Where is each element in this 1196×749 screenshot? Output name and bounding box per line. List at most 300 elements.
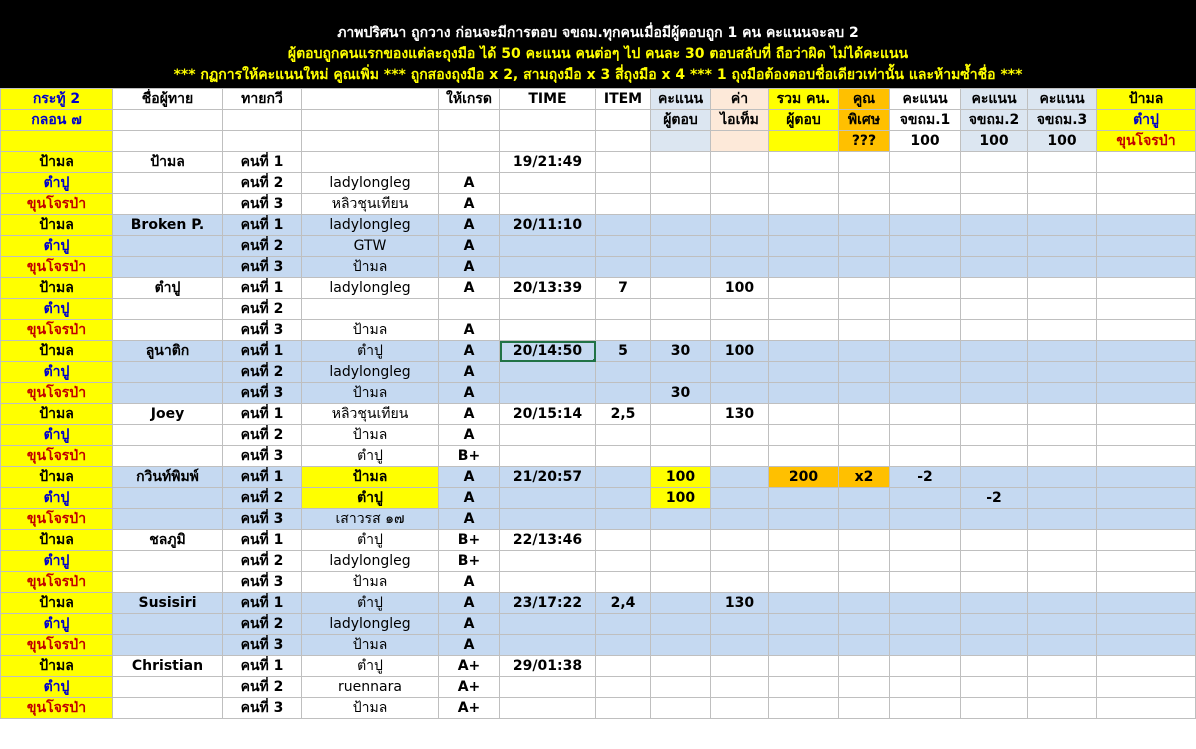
owner1-score-cell[interactable] [890, 257, 961, 278]
multiplier-cell[interactable] [839, 488, 890, 509]
score-cell[interactable] [651, 404, 711, 425]
participant-cell[interactable]: ขุนโจรป่า [1, 572, 113, 593]
participant-cell[interactable]: ป้ามล [1, 152, 113, 173]
participant-cell[interactable]: ขุนโจรป่า [1, 383, 113, 404]
owner1-score-cell[interactable] [890, 341, 961, 362]
total-cell[interactable] [769, 677, 839, 698]
empty-cell[interactable] [1097, 509, 1196, 530]
owner2-score-cell[interactable] [961, 320, 1028, 341]
score-cell[interactable] [651, 656, 711, 677]
owner2-score-cell[interactable] [961, 215, 1028, 236]
guesser-name-cell[interactable] [113, 299, 223, 320]
empty-cell[interactable] [1097, 593, 1196, 614]
time-cell[interactable] [500, 362, 596, 383]
header-cell[interactable]: จขถม.1 [890, 110, 961, 131]
owner1-score-cell[interactable] [890, 278, 961, 299]
time-cell[interactable]: 20/15:14 [500, 404, 596, 425]
owner2-score-cell[interactable] [961, 572, 1028, 593]
score-cell[interactable]: 30 [651, 341, 711, 362]
poem-number-cell[interactable]: คนที่ 3 [223, 572, 302, 593]
total-cell[interactable] [769, 509, 839, 530]
owner3-score-cell[interactable] [1028, 194, 1097, 215]
score-cell[interactable] [651, 446, 711, 467]
item-cell[interactable] [596, 572, 651, 593]
poem-number-cell[interactable]: คนที่ 3 [223, 320, 302, 341]
item-value-cell[interactable] [711, 467, 769, 488]
time-cell[interactable] [500, 446, 596, 467]
owner2-score-cell[interactable] [961, 467, 1028, 488]
poem-number-cell[interactable]: คนที่ 1 [223, 215, 302, 236]
owner3-score-cell[interactable] [1028, 614, 1097, 635]
grade-cell[interactable]: A [439, 173, 500, 194]
total-cell[interactable] [769, 404, 839, 425]
header-cell[interactable]: ชื่อผู้ทาย [113, 89, 223, 110]
owner2-score-cell[interactable] [961, 656, 1028, 677]
empty-cell[interactable] [1097, 341, 1196, 362]
guesser-name-cell[interactable] [113, 614, 223, 635]
grade-cell[interactable]: A+ [439, 656, 500, 677]
poem-number-cell[interactable]: คนที่ 1 [223, 404, 302, 425]
header-cell[interactable] [596, 131, 651, 152]
time-cell[interactable] [500, 173, 596, 194]
guess-cell[interactable]: ป้ามล [302, 467, 439, 488]
item-cell[interactable] [596, 215, 651, 236]
owner1-score-cell[interactable] [890, 404, 961, 425]
empty-cell[interactable] [1097, 173, 1196, 194]
owner3-score-cell[interactable] [1028, 530, 1097, 551]
grade-cell[interactable]: B+ [439, 551, 500, 572]
header-cell[interactable] [113, 110, 223, 131]
multiplier-cell[interactable]: x2 [839, 467, 890, 488]
time-cell[interactable]: 20/11:10 [500, 215, 596, 236]
multiplier-cell[interactable] [839, 152, 890, 173]
item-value-cell[interactable] [711, 698, 769, 719]
guesser-name-cell[interactable]: ชลภูมิ [113, 530, 223, 551]
item-value-cell[interactable] [711, 656, 769, 677]
owner2-score-cell[interactable] [961, 383, 1028, 404]
item-value-cell[interactable] [711, 425, 769, 446]
item-value-cell[interactable] [711, 383, 769, 404]
item-value-cell[interactable]: 100 [711, 341, 769, 362]
header-cell[interactable] [500, 110, 596, 131]
owner2-score-cell[interactable] [961, 698, 1028, 719]
item-value-cell[interactable] [711, 551, 769, 572]
poem-number-cell[interactable]: คนที่ 3 [223, 383, 302, 404]
poem-number-cell[interactable]: คนที่ 2 [223, 236, 302, 257]
owner1-score-cell[interactable] [890, 530, 961, 551]
guess-cell[interactable]: ladylongleg [302, 614, 439, 635]
owner2-score-cell[interactable] [961, 194, 1028, 215]
header-cell[interactable]: ตำปู [1097, 110, 1196, 131]
item-value-cell[interactable]: 130 [711, 593, 769, 614]
participant-cell[interactable]: ตำปู [1, 299, 113, 320]
owner1-score-cell[interactable] [890, 677, 961, 698]
header-cell[interactable]: ให้เกรด [439, 89, 500, 110]
item-cell[interactable] [596, 614, 651, 635]
owner2-score-cell[interactable] [961, 299, 1028, 320]
guesser-name-cell[interactable] [113, 698, 223, 719]
empty-cell[interactable] [1097, 530, 1196, 551]
guesser-name-cell[interactable]: Broken P. [113, 215, 223, 236]
time-cell[interactable]: 20/14:50 [500, 341, 596, 362]
header-cell[interactable]: คะแนน [1028, 89, 1097, 110]
total-cell[interactable] [769, 635, 839, 656]
score-cell[interactable] [651, 530, 711, 551]
guesser-name-cell[interactable] [113, 488, 223, 509]
guesser-name-cell[interactable]: Joey [113, 404, 223, 425]
guess-cell[interactable]: ruennara [302, 677, 439, 698]
item-value-cell[interactable] [711, 257, 769, 278]
multiplier-cell[interactable] [839, 698, 890, 719]
header-cell[interactable]: ทายกวี [223, 89, 302, 110]
owner3-score-cell[interactable] [1028, 404, 1097, 425]
participant-cell[interactable]: ขุนโจรป่า [1, 509, 113, 530]
grade-cell[interactable]: A [439, 509, 500, 530]
multiplier-cell[interactable] [839, 614, 890, 635]
poem-number-cell[interactable]: คนที่ 2 [223, 551, 302, 572]
multiplier-cell[interactable] [839, 215, 890, 236]
grade-cell[interactable]: A [439, 341, 500, 362]
guesser-name-cell[interactable] [113, 320, 223, 341]
poem-number-cell[interactable]: คนที่ 2 [223, 299, 302, 320]
time-cell[interactable] [500, 425, 596, 446]
item-value-cell[interactable] [711, 362, 769, 383]
poem-number-cell[interactable]: คนที่ 3 [223, 509, 302, 530]
grade-cell[interactable]: A [439, 215, 500, 236]
item-value-cell[interactable] [711, 152, 769, 173]
header-cell[interactable]: ??? [839, 131, 890, 152]
header-cell[interactable] [302, 110, 439, 131]
header-cell[interactable]: TIME [500, 89, 596, 110]
owner3-score-cell[interactable] [1028, 698, 1097, 719]
poem-number-cell[interactable]: คนที่ 2 [223, 425, 302, 446]
total-cell[interactable] [769, 656, 839, 677]
guesser-name-cell[interactable] [113, 425, 223, 446]
header-cell[interactable]: 100 [961, 131, 1028, 152]
participant-cell[interactable]: ตำปู [1, 362, 113, 383]
total-cell[interactable] [769, 257, 839, 278]
item-cell[interactable] [596, 551, 651, 572]
header-cell[interactable]: จขถม.3 [1028, 110, 1097, 131]
owner3-score-cell[interactable] [1028, 509, 1097, 530]
owner1-score-cell[interactable] [890, 236, 961, 257]
time-cell[interactable] [500, 194, 596, 215]
grade-cell[interactable]: A [439, 236, 500, 257]
participant-cell[interactable]: ป้ามล [1, 467, 113, 488]
item-cell[interactable] [596, 236, 651, 257]
grade-cell[interactable]: A [439, 383, 500, 404]
time-cell[interactable]: 21/20:57 [500, 467, 596, 488]
empty-cell[interactable] [1097, 236, 1196, 257]
time-cell[interactable] [500, 677, 596, 698]
item-value-cell[interactable] [711, 194, 769, 215]
guess-cell[interactable] [302, 152, 439, 173]
guess-cell[interactable]: ladylongleg [302, 173, 439, 194]
item-cell[interactable] [596, 488, 651, 509]
item-cell[interactable] [596, 446, 651, 467]
guess-cell[interactable]: ladylongleg [302, 215, 439, 236]
guess-cell[interactable]: หลิวชุนเทียน [302, 404, 439, 425]
multiplier-cell[interactable] [839, 572, 890, 593]
multiplier-cell[interactable] [839, 677, 890, 698]
item-cell[interactable] [596, 320, 651, 341]
total-cell[interactable] [769, 551, 839, 572]
guess-cell[interactable]: เสาวรส ๑๗ [302, 509, 439, 530]
empty-cell[interactable] [1097, 656, 1196, 677]
owner2-score-cell[interactable] [961, 404, 1028, 425]
empty-cell[interactable] [1097, 320, 1196, 341]
owner3-score-cell[interactable] [1028, 425, 1097, 446]
header-cell[interactable] [711, 131, 769, 152]
empty-cell[interactable] [1097, 257, 1196, 278]
header-cell[interactable]: 100 [890, 131, 961, 152]
poem-number-cell[interactable]: คนที่ 2 [223, 173, 302, 194]
item-value-cell[interactable]: 100 [711, 278, 769, 299]
score-cell[interactable] [651, 635, 711, 656]
owner3-score-cell[interactable] [1028, 677, 1097, 698]
participant-cell[interactable]: ป้ามล [1, 656, 113, 677]
time-cell[interactable]: 20/13:39 [500, 278, 596, 299]
guess-cell[interactable]: ตำปู [302, 446, 439, 467]
total-cell[interactable] [769, 425, 839, 446]
header-cell[interactable]: ITEM [596, 89, 651, 110]
grade-cell[interactable] [439, 152, 500, 173]
owner3-score-cell[interactable] [1028, 320, 1097, 341]
grade-cell[interactable]: A [439, 404, 500, 425]
participant-cell[interactable]: ตำปู [1, 173, 113, 194]
item-value-cell[interactable] [711, 446, 769, 467]
participant-cell[interactable]: ขุนโจรป่า [1, 257, 113, 278]
header-cell[interactable]: คะแนน [651, 89, 711, 110]
multiplier-cell[interactable] [839, 383, 890, 404]
participant-cell[interactable]: ป้ามล [1, 593, 113, 614]
poem-number-cell[interactable]: คนที่ 3 [223, 257, 302, 278]
item-value-cell[interactable] [711, 614, 769, 635]
guesser-name-cell[interactable] [113, 551, 223, 572]
participant-cell[interactable]: ขุนโจรป่า [1, 446, 113, 467]
header-cell[interactable]: ป้ามล [1097, 89, 1196, 110]
item-value-cell[interactable] [711, 173, 769, 194]
owner2-score-cell[interactable] [961, 446, 1028, 467]
poem-number-cell[interactable]: คนที่ 3 [223, 698, 302, 719]
score-cell[interactable] [651, 698, 711, 719]
owner1-score-cell[interactable] [890, 173, 961, 194]
owner2-score-cell[interactable] [961, 593, 1028, 614]
header-cell[interactable] [769, 131, 839, 152]
owner1-score-cell[interactable] [890, 572, 961, 593]
header-cell[interactable] [500, 131, 596, 152]
guesser-name-cell[interactable] [113, 194, 223, 215]
time-cell[interactable] [500, 236, 596, 257]
guesser-name-cell[interactable] [113, 173, 223, 194]
empty-cell[interactable] [1097, 425, 1196, 446]
item-cell[interactable] [596, 656, 651, 677]
owner1-score-cell[interactable] [890, 299, 961, 320]
guesser-name-cell[interactable]: กวินท์พิมพ์ [113, 467, 223, 488]
guesser-name-cell[interactable] [113, 572, 223, 593]
multiplier-cell[interactable] [839, 656, 890, 677]
header-cell[interactable] [651, 131, 711, 152]
guess-cell[interactable] [302, 299, 439, 320]
empty-cell[interactable] [1097, 446, 1196, 467]
total-cell[interactable] [769, 341, 839, 362]
poem-number-cell[interactable]: คนที่ 2 [223, 614, 302, 635]
header-cell[interactable] [439, 131, 500, 152]
owner3-score-cell[interactable] [1028, 173, 1097, 194]
owner1-score-cell[interactable]: -2 [890, 467, 961, 488]
header-cell[interactable] [223, 131, 302, 152]
poem-number-cell[interactable]: คนที่ 1 [223, 656, 302, 677]
total-cell[interactable] [769, 362, 839, 383]
item-value-cell[interactable] [711, 488, 769, 509]
participant-cell[interactable]: ตำปู [1, 614, 113, 635]
grade-cell[interactable]: A [439, 593, 500, 614]
grade-cell[interactable]: A [439, 320, 500, 341]
total-cell[interactable] [769, 215, 839, 236]
empty-cell[interactable] [1097, 635, 1196, 656]
multiplier-cell[interactable] [839, 173, 890, 194]
owner2-score-cell[interactable] [961, 236, 1028, 257]
owner2-score-cell[interactable]: -2 [961, 488, 1028, 509]
multiplier-cell[interactable] [839, 194, 890, 215]
total-cell[interactable]: 200 [769, 467, 839, 488]
multiplier-cell[interactable] [839, 299, 890, 320]
score-cell[interactable] [651, 362, 711, 383]
score-cell[interactable] [651, 278, 711, 299]
owner3-score-cell[interactable] [1028, 446, 1097, 467]
participant-cell[interactable]: ขุนโจรป่า [1, 194, 113, 215]
owner1-score-cell[interactable] [890, 698, 961, 719]
time-cell[interactable]: 19/21:49 [500, 152, 596, 173]
multiplier-cell[interactable] [839, 362, 890, 383]
poem-number-cell[interactable]: คนที่ 1 [223, 278, 302, 299]
item-cell[interactable] [596, 677, 651, 698]
owner2-score-cell[interactable] [961, 425, 1028, 446]
multiplier-cell[interactable] [839, 509, 890, 530]
header-cell[interactable]: ผู้ตอบ [769, 110, 839, 131]
time-cell[interactable] [500, 698, 596, 719]
score-cell[interactable] [651, 572, 711, 593]
item-cell[interactable]: 2,4 [596, 593, 651, 614]
owner1-score-cell[interactable] [890, 425, 961, 446]
header-cell[interactable]: คะแนน [890, 89, 961, 110]
score-cell[interactable]: 100 [651, 488, 711, 509]
participant-cell[interactable]: ขุนโจรป่า [1, 635, 113, 656]
grade-cell[interactable]: A+ [439, 677, 500, 698]
empty-cell[interactable] [1097, 299, 1196, 320]
guess-cell[interactable]: ป้ามล [302, 572, 439, 593]
poem-number-cell[interactable]: คนที่ 2 [223, 362, 302, 383]
grade-cell[interactable]: A [439, 362, 500, 383]
guesser-name-cell[interactable]: ลูนาติก [113, 341, 223, 362]
owner2-score-cell[interactable] [961, 551, 1028, 572]
time-cell[interactable] [500, 509, 596, 530]
header-cell[interactable]: ขุนโจรป่า [1097, 131, 1196, 152]
header-cell[interactable] [439, 110, 500, 131]
empty-cell[interactable] [1097, 404, 1196, 425]
total-cell[interactable] [769, 698, 839, 719]
guess-cell[interactable]: ตำปู [302, 488, 439, 509]
owner2-score-cell[interactable] [961, 152, 1028, 173]
time-cell[interactable]: 23/17:22 [500, 593, 596, 614]
item-cell[interactable] [596, 467, 651, 488]
poem-number-cell[interactable]: คนที่ 2 [223, 488, 302, 509]
time-cell[interactable] [500, 257, 596, 278]
owner3-score-cell[interactable] [1028, 572, 1097, 593]
header-cell[interactable]: 100 [1028, 131, 1097, 152]
guesser-name-cell[interactable]: ป้ามล [113, 152, 223, 173]
total-cell[interactable] [769, 320, 839, 341]
participant-cell[interactable]: ป้ามล [1, 341, 113, 362]
guess-cell[interactable]: ป้ามล [302, 257, 439, 278]
guesser-name-cell[interactable] [113, 362, 223, 383]
time-cell[interactable] [500, 488, 596, 509]
grade-cell[interactable]: A [439, 467, 500, 488]
multiplier-cell[interactable] [839, 257, 890, 278]
owner2-score-cell[interactable] [961, 341, 1028, 362]
item-value-cell[interactable] [711, 215, 769, 236]
grade-cell[interactable]: A+ [439, 698, 500, 719]
owner3-score-cell[interactable] [1028, 551, 1097, 572]
owner3-score-cell[interactable] [1028, 656, 1097, 677]
participant-cell[interactable]: ตำปู [1, 551, 113, 572]
item-cell[interactable] [596, 383, 651, 404]
item-cell[interactable]: 2,5 [596, 404, 651, 425]
owner1-score-cell[interactable] [890, 383, 961, 404]
participant-cell[interactable]: ป้ามล [1, 404, 113, 425]
score-cell[interactable] [651, 236, 711, 257]
guess-cell[interactable]: หลิวชุนเทียน [302, 194, 439, 215]
header-cell[interactable] [223, 110, 302, 131]
participant-cell[interactable]: ตำปู [1, 677, 113, 698]
score-cell[interactable]: 30 [651, 383, 711, 404]
item-cell[interactable] [596, 635, 651, 656]
guesser-name-cell[interactable]: Christian [113, 656, 223, 677]
item-value-cell[interactable] [711, 635, 769, 656]
guess-cell[interactable]: ป้ามล [302, 698, 439, 719]
poem-number-cell[interactable]: คนที่ 3 [223, 194, 302, 215]
owner3-score-cell[interactable] [1028, 257, 1097, 278]
owner1-score-cell[interactable] [890, 362, 961, 383]
owner2-score-cell[interactable] [961, 278, 1028, 299]
item-cell[interactable]: 5 [596, 341, 651, 362]
owner2-score-cell[interactable] [961, 614, 1028, 635]
owner2-score-cell[interactable] [961, 677, 1028, 698]
multiplier-cell[interactable] [839, 425, 890, 446]
empty-cell[interactable] [1097, 467, 1196, 488]
owner1-score-cell[interactable] [890, 614, 961, 635]
item-value-cell[interactable] [711, 236, 769, 257]
header-cell[interactable]: รวม คน. [769, 89, 839, 110]
grade-cell[interactable]: A [439, 194, 500, 215]
owner1-score-cell[interactable] [890, 488, 961, 509]
multiplier-cell[interactable] [839, 551, 890, 572]
time-cell[interactable]: 29/01:38 [500, 656, 596, 677]
total-cell[interactable] [769, 488, 839, 509]
item-cell[interactable] [596, 299, 651, 320]
owner3-score-cell[interactable] [1028, 467, 1097, 488]
empty-cell[interactable] [1097, 551, 1196, 572]
total-cell[interactable] [769, 446, 839, 467]
score-cell[interactable] [651, 320, 711, 341]
owner2-score-cell[interactable] [961, 530, 1028, 551]
empty-cell[interactable] [1097, 488, 1196, 509]
total-cell[interactable] [769, 299, 839, 320]
owner3-score-cell[interactable] [1028, 215, 1097, 236]
header-cell[interactable]: ผู้ตอบ [651, 110, 711, 131]
item-cell[interactable] [596, 530, 651, 551]
participant-cell[interactable]: ขุนโจรป่า [1, 320, 113, 341]
